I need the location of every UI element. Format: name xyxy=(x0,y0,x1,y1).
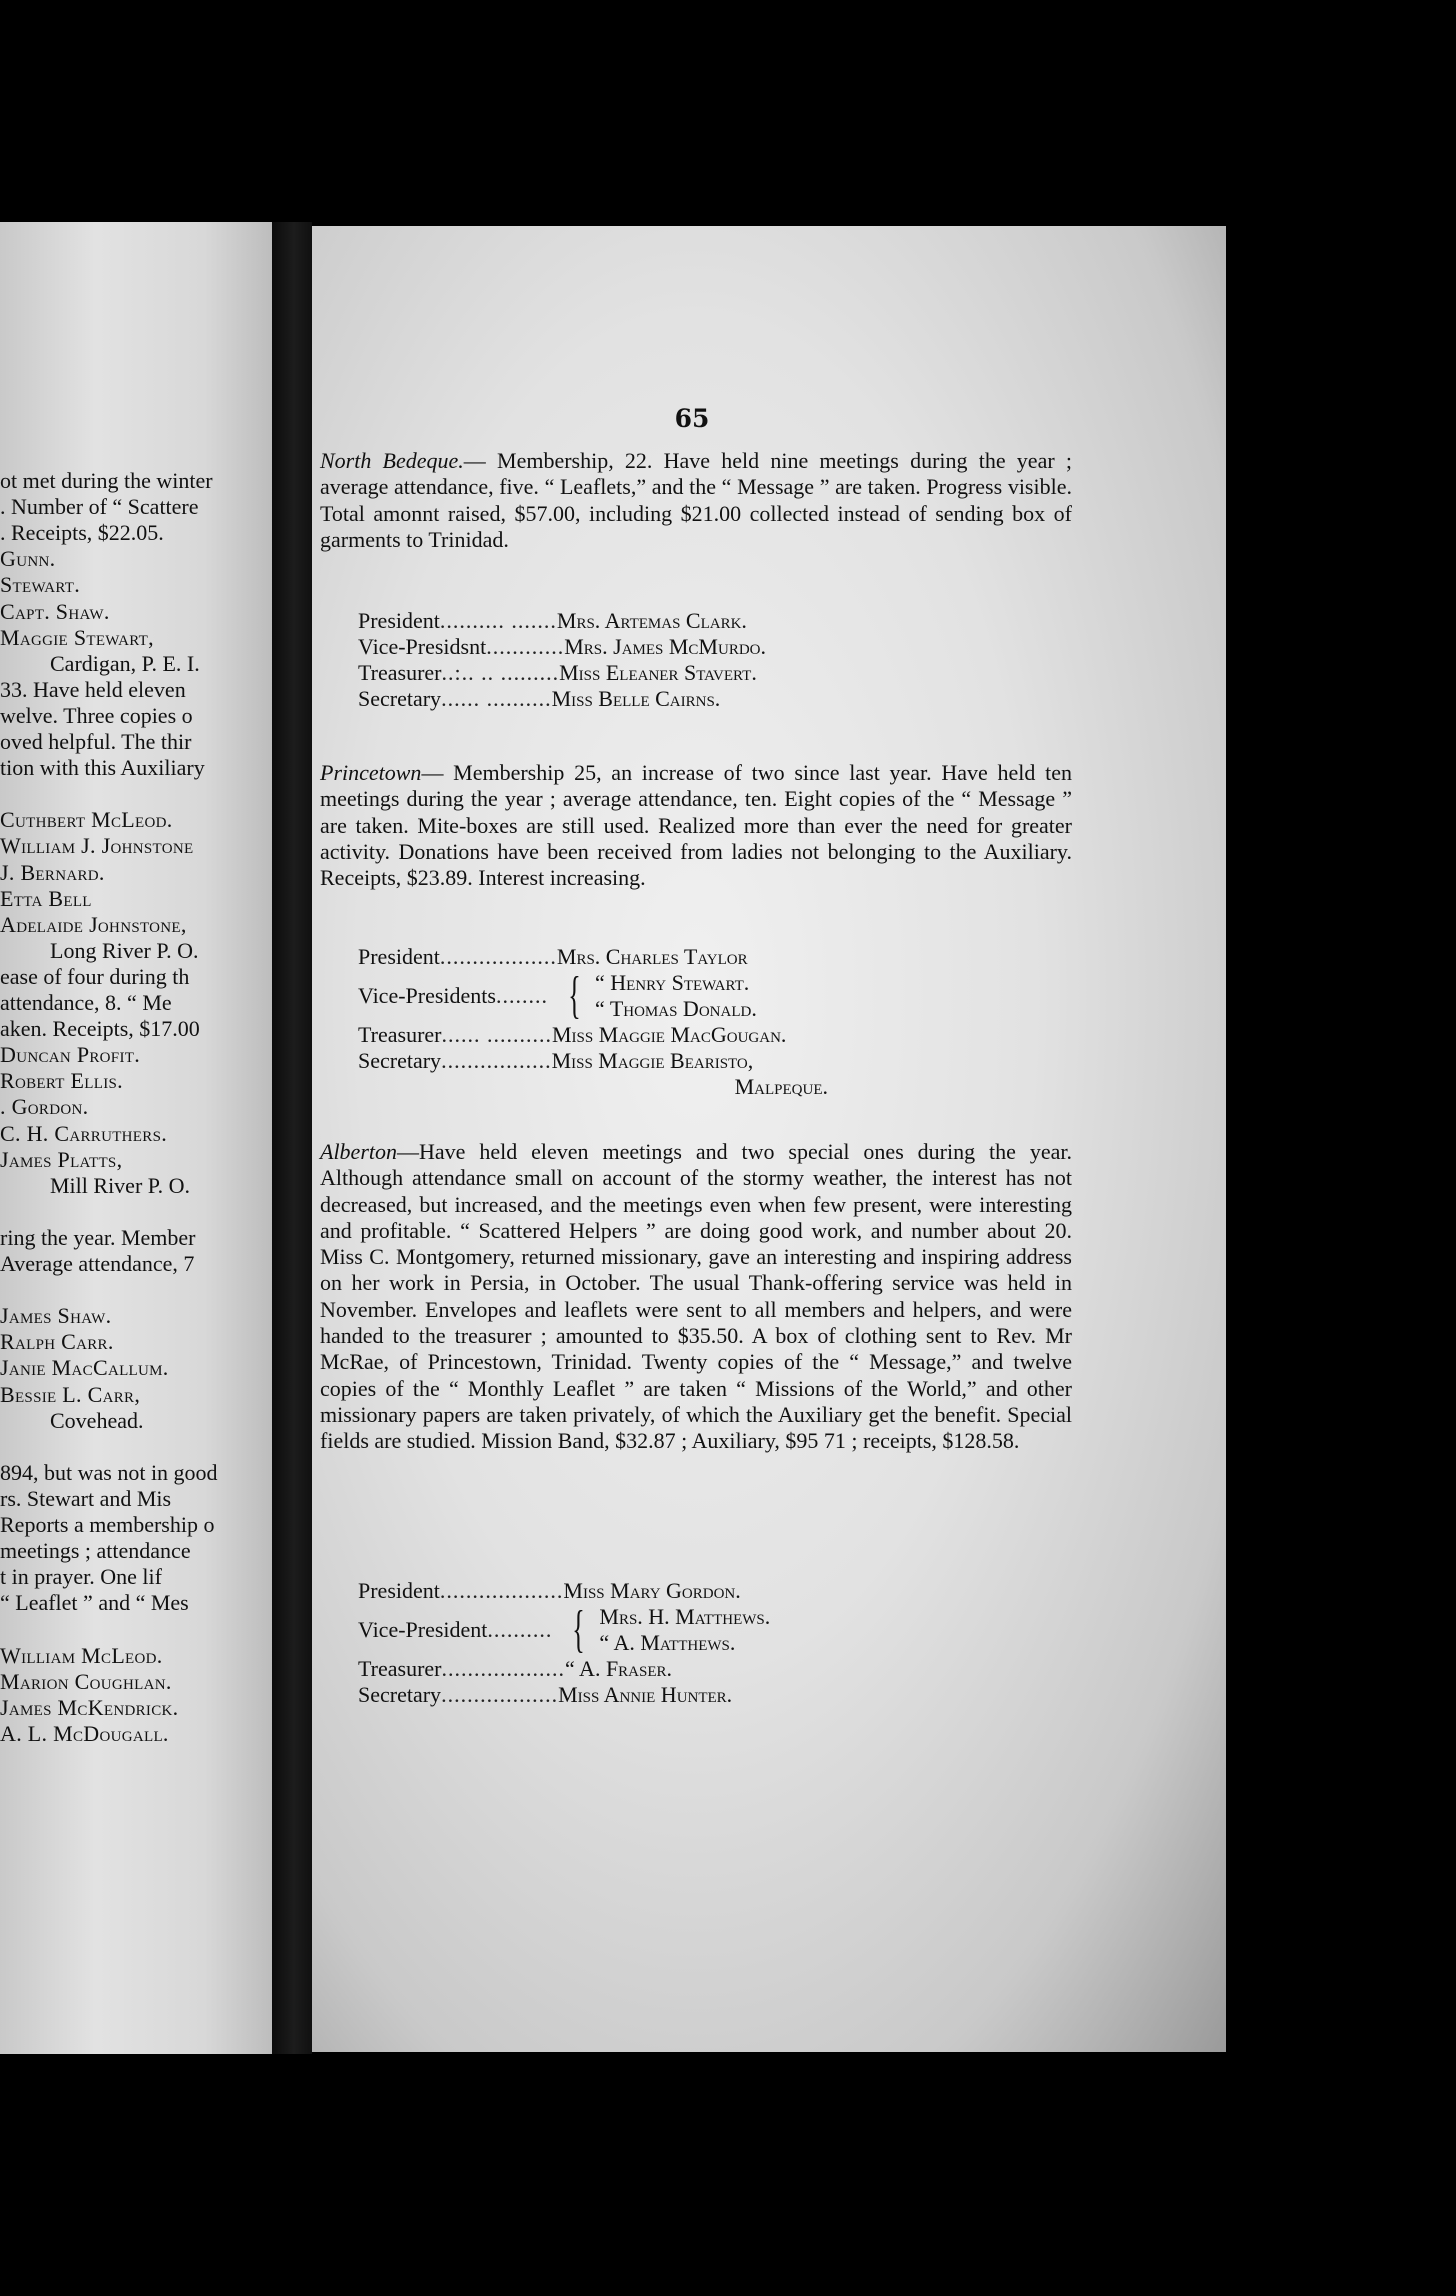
left-page-line: A. L. McDougall. xyxy=(0,1720,169,1746)
left-page-line: Cardigan, P. E. I. xyxy=(50,650,200,676)
officer-name: Mrs. Charles Taylor xyxy=(556,944,748,969)
left-page-line: tion with this Auxiliary xyxy=(0,755,205,781)
left-page-line: ot met during the winter xyxy=(0,468,213,493)
left-page-line: Capt. Shaw. xyxy=(0,598,110,624)
left-page-line: Long River P. O. xyxy=(50,937,199,963)
officer-row-brace xyxy=(358,967,1078,1024)
left-page-line: Marion Coughlan. xyxy=(0,1668,172,1694)
section-text: — Membership, 22. Have held nine meetings during the year ; average attendance, five. “ Leaflets,” and the “ Message ” are taken. Progress visible. Total amonnt raised, $57.00, including $21.00 collected instead of sending box of garments to Trinidad. xyxy=(320,448,1072,552)
officer-name: “ Thomas Donald. xyxy=(594,996,757,1021)
officer-name: Miss Annie Hunter. xyxy=(558,1682,733,1707)
officer-role: President xyxy=(358,944,440,969)
officer-role: Treasurer xyxy=(358,660,442,685)
book-gutter xyxy=(272,222,312,2054)
brace-glyph: { xyxy=(572,1601,586,1658)
left-page xyxy=(0,222,272,2054)
officer-name: Mrs. Artemas Clark. xyxy=(556,608,747,633)
left-page-line: attendance, 8. “ Me xyxy=(0,990,172,1015)
officer-name: Mrs. H. Matthews. xyxy=(599,1604,771,1629)
left-page-line: Gunn. xyxy=(0,546,56,572)
brace-names xyxy=(599,1604,770,1656)
left-page-line: Reports a membership o xyxy=(0,1512,215,1537)
officer-name: Miss Maggie MacGougan. xyxy=(552,1022,787,1047)
left-page-line: J. Bernard. xyxy=(0,859,105,885)
left-page-line: welve. Three copies o xyxy=(0,702,193,728)
leader-dots: ...... .......... xyxy=(441,1022,552,1047)
left-page-line: Duncan Profit. xyxy=(0,1042,140,1068)
officer-name: Mrs. James McMurdo. xyxy=(564,634,766,659)
left-page-line: Ralph Carr. xyxy=(0,1329,114,1355)
left-page-line: James McKendrick. xyxy=(0,1694,179,1720)
left-page-line: Maggie Stewart, xyxy=(0,624,154,650)
left-page-line: ring the year. Member xyxy=(0,1224,196,1250)
officer-row xyxy=(358,1022,1078,1048)
officer-row xyxy=(358,608,1078,634)
officers-alberton xyxy=(358,1578,1078,1708)
leader-dots: ........ xyxy=(495,983,548,1008)
leader-dots: .................. xyxy=(441,1682,559,1707)
officer-name: “ A. Matthews. xyxy=(599,1630,736,1655)
officer-role: Vice-Presidents xyxy=(358,983,496,1008)
left-page-line: Mill River P. O. xyxy=(50,1172,190,1198)
officer-name: Miss Mary Gordon. xyxy=(563,1578,741,1603)
leader-dots: ..:.. .. ......... xyxy=(441,660,560,685)
left-page-line: C. H. Carruthers. xyxy=(0,1120,168,1146)
leader-dots: .......... xyxy=(487,1617,553,1642)
left-page-line: Etta Bell xyxy=(0,885,92,911)
section-north-bedeque-paragraph xyxy=(320,448,1072,553)
officer-role: Secretary xyxy=(358,686,442,711)
place-name: Alberton xyxy=(320,1139,397,1164)
officer-row xyxy=(358,1048,1078,1074)
officer-name: “ Henry Stewart. xyxy=(594,970,750,995)
officer-row xyxy=(358,1074,1078,1100)
officer-name: Miss Maggie Bearisto, xyxy=(551,1048,754,1073)
left-page-line: aken. Receipts, $17.00 xyxy=(0,1016,200,1042)
officer-role: Vice-President xyxy=(358,1617,488,1642)
officer-name: “ A. Fraser. xyxy=(565,1656,673,1681)
officer-row-brace xyxy=(358,1601,1078,1658)
brace-names xyxy=(595,970,757,1022)
left-page-line: Bessie L. Carr, xyxy=(0,1381,141,1407)
left-page-line: James Shaw. xyxy=(0,1303,112,1329)
right-page xyxy=(312,226,1226,2052)
left-page-line: t in prayer. One lif xyxy=(0,1564,162,1590)
left-page-line: rs. Stewart and Mis xyxy=(0,1485,172,1511)
left-page-line: Average attendance, 7 xyxy=(0,1251,195,1276)
officer-role: President xyxy=(358,608,440,633)
leader-dots: ................... xyxy=(441,1656,565,1681)
left-page-line: 894, but was not in good xyxy=(0,1459,218,1485)
leader-dots: ...... .......... xyxy=(441,686,552,711)
left-page-line: “ Leaflet ” and “ Mes xyxy=(0,1590,189,1616)
left-page-line: ease of four during th xyxy=(0,963,190,989)
place-name: Princetown xyxy=(320,760,422,785)
left-page-line: Adelaide Johnstone, xyxy=(0,911,187,937)
officer-row xyxy=(358,1578,1078,1604)
officer-name: Miss Belle Cairns. xyxy=(551,686,721,711)
left-page-line: oved helpful. The thir xyxy=(0,729,192,754)
officer-role: Secretary xyxy=(358,1048,442,1073)
left-page-line: Cuthbert McLeod. xyxy=(0,807,173,833)
address-continuation: Malpeque. xyxy=(734,1074,828,1099)
left-page-line: Covehead. xyxy=(50,1407,144,1433)
section-text: —Have held eleven meetings and two special ones during the year. Although attendance small on account of the stormy weather, the interest has not decreased, but increased, and the meetings even when few present, were interesting and profitable. “ Scattered Helpers ” are doing good work, and number about 20. Miss C. Montgomery, returned missionary, gave an interesting and inspiring address on her work in Persia, in October. The usual Thank-offering service was held in November. Envelopes and leaflets were sent to all members and helpers, and were handed to the treasurer ; amounted to $35.50. A box of clothing sent to Rev. Mr McRae, of Princestown, Trinidad. Twenty copies of the “ Message,” and twelve copies of the “ Monthly Leaflet ” are taken “ Missions of the World,” and other missionary papers are taken privately, of which the Auxiliary get the benefit. Special fields are studied. Mission Band, $32.87 ; Auxiliary, $95 71 ; receipts, $128.58. xyxy=(320,1139,1072,1454)
officer-name: Miss Eleaner Stavert. xyxy=(559,660,757,685)
left-page-line: . Number of “ Scattere xyxy=(0,494,199,520)
page-number: 65 xyxy=(674,404,710,433)
left-page-line: William McLeod. xyxy=(0,1642,163,1668)
officer-role: Secretary xyxy=(358,1682,442,1707)
place-name: North Bedeque. xyxy=(320,448,464,473)
officer-row xyxy=(358,686,1078,712)
leader-dots: .......... ....... xyxy=(439,608,557,633)
officer-role: Treasurer xyxy=(358,1022,442,1047)
left-page-line: . Receipts, $22.05. xyxy=(0,520,164,546)
leader-dots: ............ xyxy=(486,634,565,659)
left-page-line: 33. Have held eleven xyxy=(0,676,186,702)
left-page-line: Janie MacCallum. xyxy=(0,1355,169,1381)
left-page-line: James Platts, xyxy=(0,1146,123,1172)
section-text: — Membership 25, an increase of two since last year. Have held ten meetings during the year ; average attendance, ten. Eight copies of the “ Message ” are taken. Mite-boxes are still used. Realized more than ever the need for greater activity. Donations have been received from ladies not belonging to the Auxiliary. Receipts, $23.89. Interest increasing. xyxy=(320,760,1072,891)
section-princetown-paragraph xyxy=(320,760,1072,891)
officer-row xyxy=(358,660,1078,686)
left-page-line: . Gordon. xyxy=(0,1094,89,1120)
officer-role: Treasurer xyxy=(358,1656,442,1681)
left-page-line: Robert Ellis. xyxy=(0,1068,123,1094)
officer-row xyxy=(358,944,1078,970)
officer-role: Vice-Presidsnt xyxy=(358,634,487,659)
officer-row xyxy=(358,1656,1078,1682)
officers-north-bedeque xyxy=(358,608,1078,712)
leader-dots: ................... xyxy=(439,1578,564,1603)
leader-dots: .................. xyxy=(439,944,557,969)
officer-row xyxy=(358,1682,1078,1708)
left-page-line: meetings ; attendance xyxy=(0,1538,191,1564)
officer-role: President xyxy=(358,1578,440,1603)
leader-dots: ................. xyxy=(441,1048,552,1073)
section-alberton-paragraph xyxy=(320,1139,1072,1455)
officers-princetown xyxy=(358,944,1078,1100)
brace-glyph: { xyxy=(568,967,581,1024)
left-page-line: Stewart. xyxy=(0,572,81,598)
left-page-line: William J. Johnstone xyxy=(0,833,194,859)
officer-row xyxy=(358,634,1078,660)
